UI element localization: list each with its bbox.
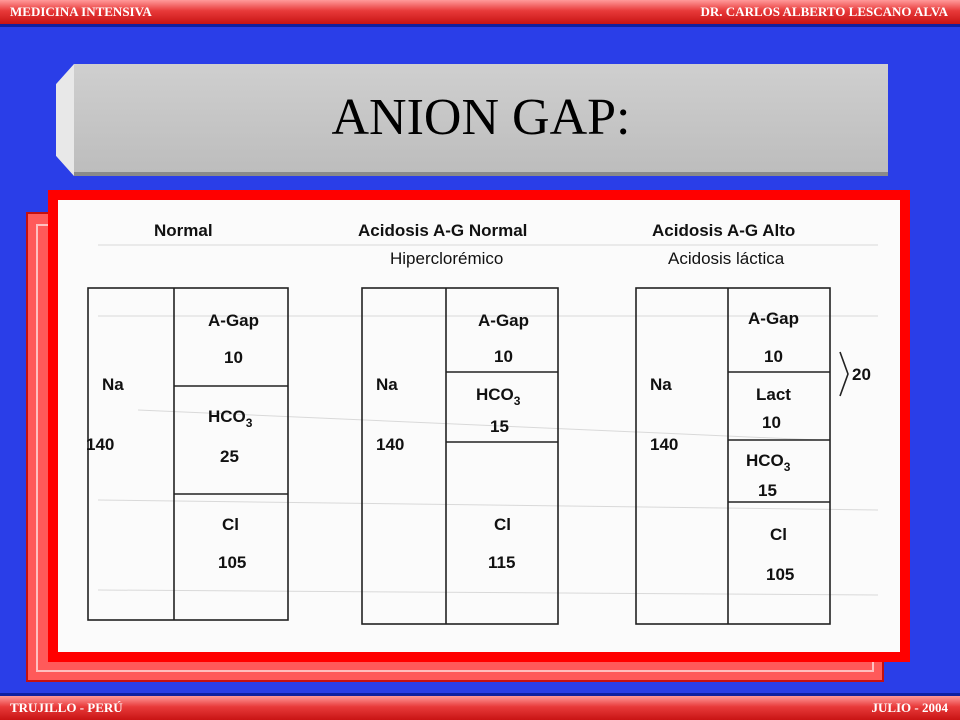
panel-subheading: Hiperclorémico [390,249,504,268]
header-bar [0,0,960,24]
panel-heading: Acidosis A-G Alto [652,221,796,240]
title-bevel [56,64,74,176]
hco3-value: 15 [490,417,509,436]
panel-subheading: Acidosis láctica [668,249,785,268]
lact-label: Lact [756,385,791,404]
panel-outline [636,288,830,624]
header-left-text: MEDICINA INTENSIVA [10,4,152,19]
hco3-value: 15 [758,481,777,500]
cl-label: Cl [222,515,239,534]
cl-value: 115 [488,553,516,572]
na-value: 140 [376,435,405,454]
agap-label: A-Gap [478,311,529,330]
panel-acidosis-ag-alto [636,221,871,624]
cl-label: Cl [770,525,787,544]
footer-left-text: TRUJILLO - PERÚ [10,700,123,715]
cl-label: Cl [494,515,511,534]
footer-bar [0,696,960,720]
panel-outline [88,288,288,620]
agap-value: 10 [494,347,513,366]
hco3-value: 25 [220,447,239,466]
na-label: Na [650,375,672,394]
footer-right-text: JULIO - 2004 [871,700,948,715]
agap-value: 10 [224,348,243,367]
lact-value: 10 [762,413,781,432]
slide-title: ANION GAP: [331,89,631,146]
na-value: 140 [86,435,115,454]
cl-value: 105 [766,565,795,584]
na-label: Na [376,375,398,394]
panel-acidosis-ag-normal [358,221,558,624]
title-box [74,64,888,176]
bracket-icon [840,352,848,396]
panel-heading: Normal [154,221,213,240]
header-right-text: DR. CARLOS ALBERTO LESCANO ALVA [700,4,948,19]
anion-gap-figure [58,200,900,652]
bracket-label: 20 [852,365,871,384]
panel-heading: Acidosis A-G Normal [358,221,528,240]
hco3-label: $HCO_3$ [208,407,253,430]
panel-normal [86,221,288,620]
na-label: Na [102,375,124,394]
cl-value: 105 [218,553,247,572]
figure-svg [58,200,900,652]
footer-overline [0,693,960,696]
header-underline [0,24,960,27]
agap-value: 10 [764,347,783,366]
hco3-label: $HCO_3$ [746,451,791,474]
panel-outline [362,288,558,624]
agap-label: A-Gap [208,311,259,330]
agap-label: A-Gap [748,309,799,328]
na-value: 140 [650,435,679,454]
hco3-label: $HCO_3$ [476,385,521,408]
